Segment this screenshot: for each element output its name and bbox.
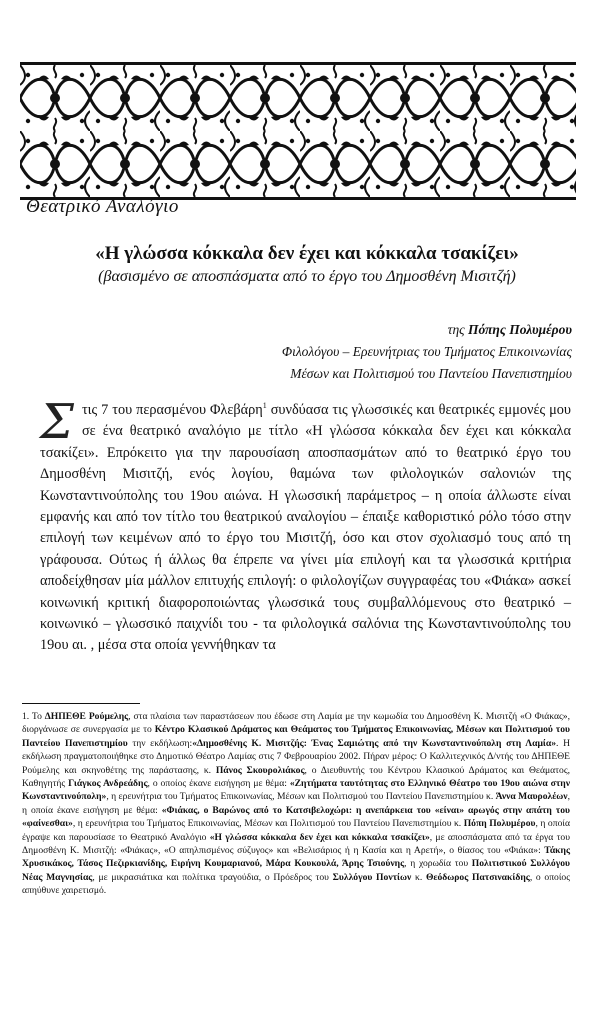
footnote <box>22 710 570 898</box>
fn-text: , με αποσπάσματα από τα έργα του Δημοσθένη Κ. Μισιτζή: «Φιάκας», «Ο απηλπισμένος σύζυγος» και «Βελισάριος ή η Κασία και η Αρετή», ο θίασος του «Φιάκα»: <box>22 831 570 857</box>
fn-text: , με μικρασιάτικα και πολίτικα τραγούδια, ο Πρόεδρος του <box>92 871 333 883</box>
author-role-line1: Φιλολόγου – Ερευνήτριας του Τμήματος Επικοινωνίας <box>281 344 572 359</box>
fn-person: Άννα Μαυρολέων <box>495 791 568 803</box>
paragraph-rest: συνδύασα τις γλωσσικές και θεατρικές εμμονές μου σε ένα θεατρικό αναλόγιο με τίτλο «Η γλώσσα κόκκαλα δεν έχει και κόκκαλα τσακίζει». Επρόκειτο για την παρουσίαση αποσπασμάτων από το θεατρικό έργο του Δημοσθένη Μισιτζή, ενός λογίου, θαμώνα των φιλολογικών σαλονιών της Κωνσταντινούπολης του 19ου αιώνα. Η γλωσσική παράμετρος – η οποία άλλωστε είναι εμφανής και από τον τίτλο του θεατρικού αναλογίου – έπαιξε καθοριστικό ρόλο τόσο στην επιλογή των κειμένων από το έργο του Μισιτζή, όσο και στον σχολιασμό τους από τη γράφουσα. Ούτως ή άλλως θα έπρεπε να γίνει μία επιλογή και τα γλωσσικά κριτήρια αποδείχθησαν μία μάλλον επιτυχής επιλογή: ο φιλολογίζων συγγραφέας του «Φιάκα» ασκεί κοινωνική κριτική διαφοροποιώντας γλωσσικά τους συμβαλλόμενους στο θεατρικό – κοινωνικό – γλωσσικό παιχνίδι του - τα φιλολογικά σαλόνια της Κωνσταντινούπολης του 19ου αι. , μέσα στα οποία γεννήθηκαν τα <box>40 402 571 654</box>
fn-text: , η ερευνήτρια του Τμήματος Επικοινωνίας, Μέσων και Πολιτισμού του Παντείου Πανεπιστημίου κ. <box>72 818 464 830</box>
fn-text: . Η εκδήλωση πραγματοποιήθηκε στο Δημοτικό Θέατρο Λαμίας στις 7 Φεβρουαρίου 2002. Πήραν μέρος: Ο Καλλιτεχνικός Δ/ντής του ΔΗΠΕΘΕ Ρούμελης και σκηνοθέτης της παράστασης, κ. <box>22 737 570 776</box>
fn-text: , ο οποίος απηύθυνε χαιρετισμό. <box>22 871 571 897</box>
fn-choir: Πολιτιστικού Συλλόγου Νέας Μαγνησίας <box>22 858 570 883</box>
fn-text: , η οποία έκανε εισήγηση με θέμα: <box>22 791 571 816</box>
fn-assoc: Συλλόγου Ποντίων <box>332 871 412 883</box>
fn-person: Γιάγκος Ανδρεάδης <box>68 778 148 790</box>
fn-cast: Τάκης Χρυσικάκος, Τάσος Πεζιρκιανίδης, Ειρήνη Κουμαριανού, Μάρα Κουκουλά, Άρης Τσιούνης <box>22 845 570 870</box>
footnote-divider <box>22 703 140 704</box>
fn-text: , η οποία έγραψε και παρουσίασε το Θεατρικό Αναλόγιο <box>22 818 570 843</box>
author-role-line2: Μέσων και Πολιτισμού του Παντείου Πανεπιστημίου <box>290 366 572 381</box>
fn-text: κ. <box>411 871 426 883</box>
fn-person: Πόπη Πολυμέρου <box>463 818 536 830</box>
drop-cap: Σ <box>40 394 74 450</box>
fn-text: , η ερευνήτρια του Τμήματος Επικοινωνίας, Μέσων και Πολιτισμού του Παντείου Πανεπιστημίου κ. <box>106 791 496 803</box>
fn-org2: Κέντρο Κλασικού Δράματος και Θεάματος του Τμήματος Επικοινωνίας, Μέσων και Πολιτισμού του Παντείου Πανεπιστημίου <box>22 724 570 749</box>
fn-org1: ΔΗΠΕΘΕ Ρούμελης <box>44 711 129 722</box>
footnote-marker: 1 <box>262 401 267 411</box>
fn-text: , ο Διευθυντής του Κέντρου Κλασικού Δράματος και Θεάματος, Καθηγητής <box>22 764 571 790</box>
fn-event: «Δημοσθένης Κ. Μισιτζής: Ένας Σαμιώτης από την Κωνσταντινούπολη στη Λαμία» <box>192 737 557 749</box>
fn-topic: «Φιάκας, ο Βαρώνος από το Κατσιβελοχώρι: η ανεπάρκεια του «είναι» αρωγός στην απάτη του «φαίνεσθαι» <box>22 804 571 830</box>
footnote-number: 1. Το <box>22 711 45 722</box>
article-title: «Η γλώσσα κόκκαλα δεν έχει και κόκκαλα τσακίζει» <box>95 243 519 264</box>
fn-text: την εκδήλωση: <box>127 737 193 749</box>
fn-person: Θεόδωρος Πατσινακίδης <box>425 871 530 883</box>
author-prefix: της <box>447 322 468 337</box>
body-text <box>40 394 571 657</box>
fn-topic: «Ζητήματα ταυτότητας στο Ελληνικό Θέατρο του 19ου αιώνα στην Κωνσταντινούπολη» <box>22 778 571 803</box>
ornamental-header-band <box>20 62 576 200</box>
section-tag: Θεατρικό Αναλόγιο <box>26 196 179 217</box>
paragraph-start: τις 7 του περασμένου Φλεβάρη <box>81 402 263 418</box>
fn-text: , στα πλαίσια των παραστάσεων που έδωσε στη Λαμία με την κωμωδία του Δημοσθένη Κ. Μισιτζή «Ο Φιάκας», διοργάνωσε σε συνεργασία με το <box>22 711 570 736</box>
author-block <box>282 319 572 385</box>
author-line <box>282 319 572 341</box>
article-subtitle: (βασισμένο σε αποσπάσματα από το έργο του Δημοσθένη Μισιτζή) <box>98 268 516 285</box>
fn-text: , ο οποίος έκανε εισήγηση με θέμα: <box>147 778 290 790</box>
fn-text: , η χορωδία του <box>404 858 472 870</box>
fn-work: «Η γλώσσα κόκκαλα δεν έχει και κόκκαλα τσακίζει» <box>209 831 430 843</box>
author-name: Πόπης Πολυμέρου <box>468 322 572 337</box>
fn-person: Πάνος Σκουρολιάκος <box>215 764 305 776</box>
